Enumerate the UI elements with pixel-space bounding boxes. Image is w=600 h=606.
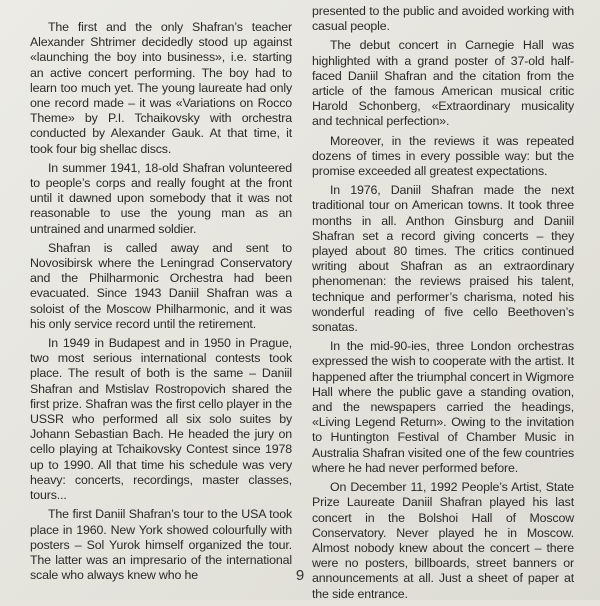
paragraph-continuation: presented to the public and avoided working with casual people. [312, 4, 574, 34]
paragraph: In 1976, Daniil Shafran made the next traditional tour on American towns. It took three months in all. Anthon Ginsburg and Daniil Shafran set a record giving concerts – they played about 80 times. The critics continued writing about Shafran as an extraordinary phenomenan: the reviews praised his talent, technique and performer’s charisma, noted his wonderful reading of five cello Beethoven’s sonatas. [312, 183, 574, 335]
left-column [30, 20, 292, 587]
paragraph: On December 11, 1992 People’s Artist, State Prize Laureate Daniil Shafran played his last concert in the Bolshoi Hall of Moscow Conservatory. Never played he in Moscow. Almost nobody knew about the concert – there were no posters, billboards, street banners or announcements at all. Just a sheet of paper at the side entrance. [312, 480, 574, 601]
paragraph: The first and the only Shafran’s teacher Alexander Shtrimer decidedly stood up against «launching the boy into business», i.e. starting an active concert performing. The boy had to learn too much yet. The young laureate had only one record made – it was «Variations on Rocco Theme» by P.I. Tchaikovsky with orchestra conducted by Alexander Gauk. At that time, it took four big shellac discs. [30, 20, 292, 156]
paragraph: In 1949 in Budapest and in 1950 in Prague, two most serious international contests took place. The result of both is the same – Daniil Shafran and Mstislav Rostropovich shared the first prize. Shafran was the first cello player in the USSR who performed all six solo suites by Johann Sebastian Bach. He headed the jury on cello playing at Tchaikovsky Contest since 1978 up to 1990. All that time his schedule was very heavy: concerts, recordings, master classes, tours... [30, 336, 292, 503]
right-column [312, 4, 574, 606]
paragraph: The first Daniil Shafran’s tour to the USA took place in 1960. New York showed colourfully with posters – Sol Yurok himself organized the tour. The latter was an impresario of the international scale who always knew who he [30, 507, 292, 583]
paragraph: Shafran is called away and sent to Novosibirsk where the Leningrad Conservatory and the Philharmonic Orchestra had been evacuated. Since 1943 Daniil Shafran was a soloist of the Moscow Philharmonic, and it was his only service record until the retirement. [30, 240, 292, 331]
paragraph: In summer 1941, 18-old Shafran volunteered to people’s corps and really fought at the front until it dawned upon somebody that it was not reasonable to use the young man as an untrained and unarmed soldier. [30, 160, 292, 236]
page-number: 9 [295, 567, 305, 584]
paragraph: Moreover, in the reviews it was repeated dozens of times in every possible way: but the promise exceeded all greatest expectations. [312, 133, 574, 179]
paragraph: In the mid-90-ies, three London orchestras expressed the wish to cooperate with the artist. It happened after the triumphal concert in Wigmore Hall where the public gave a standing ovation, and the newspapers carried the headings, «Living Legend Return». Owing to the invitation to Huntington Festival of Chamber Music in Australia Shafran visited one of the few countries where he had never performed before. [312, 339, 574, 475]
paragraph: The debut concert in Carnegie Hall was highlighted with a grand poster of 37-old half-faced Daniil Shafran and the citation from the article of the famous American musical critic Harold Schonberg, «Extraordinary musicality and technical perfection». [312, 38, 574, 129]
